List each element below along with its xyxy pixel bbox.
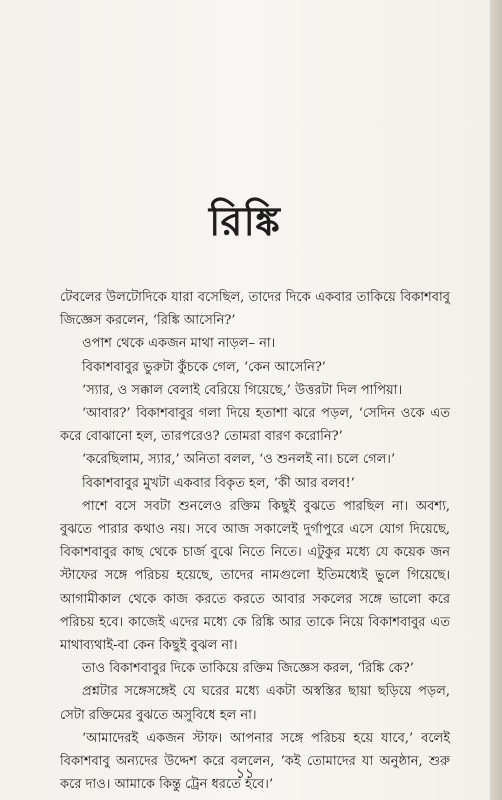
paragraph-7: বিকাশবাবুর মুখটা একবার বিকৃত হল, ‘কী আর বলব!’ (82, 475, 355, 491)
page-number: ১১ (235, 766, 255, 782)
paragraph-11: ‘আমাদেরই একজন স্টাফ। আপনার সঙ্গে পরিচয় হয়ে যাবে,’ বলেই বিকাশবাবু অন্যদের উদ্দেশ করে বললেন, ‘কই তোমাদের যা অনুষ্ঠান, শুরু করে দাও। আমাকে কিন্তু ট্রেন ধরতে হবে।’ (60, 730, 450, 793)
paragraph-3: বিকাশবাবুর ভুরুটা কুঁচকে গেল, ‘কেন আসেনি?’ (82, 359, 326, 375)
paragraph-5: ‘আবার?’ বিকাশবাবুর গলা দিয়ে হতাশা ঝরে পড়ল, ‘সেদিন ওকে এত করে বোঝানো হল, তারপরেও? তোমরা বারণ করোনি?’ (60, 406, 450, 445)
paragraph-10: প্রশ্নটার সঙ্গেসঙ্গেই যে ঘরের মধ্যে একটা অস্বস্তির ছায়া ছড়িয়ে পড়ল, সেটা রক্তিমের বুঝতে অসুবিধে হল না। (60, 684, 450, 723)
paragraph-4: ‘স্যার, ও সক্কাল বেলাই বেরিয়ে গিয়েছে,’ উত্তরটা দিল পাপিয়া। (82, 382, 403, 398)
chapter-body (60, 286, 450, 796)
paragraph-2: ওপাশ থেকে একজন মাথা নাড়ল– না। (82, 336, 276, 352)
paragraph-8: পাশে বসে সবটা শুনলেও রক্তিম কিছুই বুঝতে পারছিল না। অবশ্য, বুঝতে পারার কথাও নয়। সবে আজ সকালেই দুর্গাপুরে এসে যোগ দিয়েছে, বিকাশবাবুর কাছ থেকে চার্জ বুঝে নিতে নিতে। এটুকুর মধ্যে যে কয়েক জন স্টাফের সঙ্গে পরিচয় হয়েছে, তাদের নামগুলো ইতিমধ্যেই ভুলে গিয়েছে। আগামীকাল থেকে কাজ করতে করতে আবার সকলের সঙ্গে ভালো করে পরিচয় হবে। কাজেই এদের মধ্যে কে রিঙ্কি আর তাকে নিয়ে বিকাশবাবুর এত মাথাব্যথাই-বা কেন কিছুই বুঝল না। (60, 498, 450, 654)
page-edge-shadow (490, 0, 502, 800)
paragraph-1: টেবলের উলটোদিকে যারা বসেছিল, তাদের দিকে একবার তাকিয়ে বিকাশবাবু জিজ্ঞেস করলেন, ‘রিঙ্কি আসেনি?’ (60, 290, 450, 329)
paragraph-9: তাও বিকাশবাবুর দিকে তাকিয়ে রক্তিম জিজ্ঞেস করল, ‘রিঙ্কি কে?’ (82, 661, 414, 677)
chapter-title: রিঙ্কি (209, 198, 281, 245)
paragraph-6: ‘করেছিলাম, স্যার,’ অনিতা বলল, ‘ও শুনলই না। চলে গেল।’ (82, 452, 396, 468)
